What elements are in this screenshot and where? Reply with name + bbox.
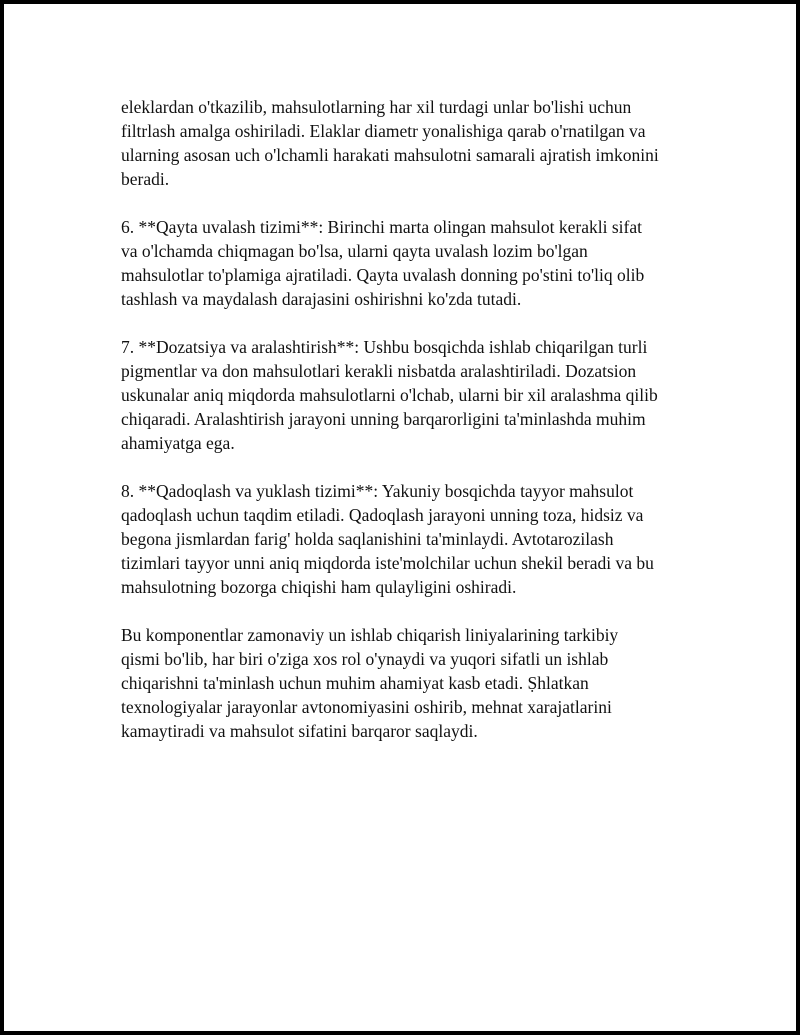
paragraph-dosing-mixing: 7. **Dozatsiya va aralashtirish**: Ushbu bosqichda ishlab chiqarilgan turli pigmentlar va don mahsulotlari kerakli nisbatda aralashtiriladi. Dozatsion uskunalar aniq miqdorda mahsulotlarni o'lchab, ularni bir xil aralashma qilib chiqaradi. Aralashtirish jarayoni unning barqarorligini ta'minlashda muhim ahamiyatga ega. <box>121 337 658 453</box>
document-body <box>121 95 701 767</box>
paragraph-regrinding-system: 6. **Qayta uvalash tizimi**: Birinchi marta olingan mahsulot kerakli sifat va o'lchamda chiqmagan bo'lsa, ularni qayta uvalash lozim bo'lgan mahsulotlar to'plamiga ajratiladi. Qayta uvalash donning po'stini to'liq olib tashlash va maydalash darajasini oshirishni ko'zda tutadi. <box>121 217 645 309</box>
paragraph-packaging-loading: 8. **Qadoqlash va yuklash tizimi**: Yakuniy bosqichda tayyor mahsulot qadoqlash uchun taqdim etiladi. Qadoqlash jarayoni unning toza, hidsiz va begona jismlardan farig' holda saqlanishini ta'minlaydi. Avtotarozilash tizimlari tayyor unni aniq miqdorda iste'molchilar uchun shekil beradi va bu mahsulotning bozorga chiqishi ham qulayligini oshiradi. <box>121 481 654 597</box>
paragraph-conclusion: Bu komponentlar zamonaviy un ishlab chiqarish liniyalarining tarkibiy qismi bo'lib, har biri o'ziga xos rol o'ynaydi va yuqori sifatli un ishlab chiqarishni ta'minlash uchun muhim ahamiyat kasb etadi. Ṣhlatkan texnologiyalar jarayonlar avtonomiyasini oshirib, mehnat xarajatlarini kamaytiradi va mahsulot sifatini barqaror saqlaydi. <box>121 625 619 741</box>
paragraph-sieving-continuation: eleklardan o'tkazilib, mahsulotlarning har xil turdagi unlar bo'lishi uchun filtrlash amalga oshiriladi. Elaklar diametr yonalishiga qarab o'rnatilgan va ularning asosan uch o'lchamli harakati mahsulotni samarali ajratish imkonini beradi. <box>121 97 659 189</box>
